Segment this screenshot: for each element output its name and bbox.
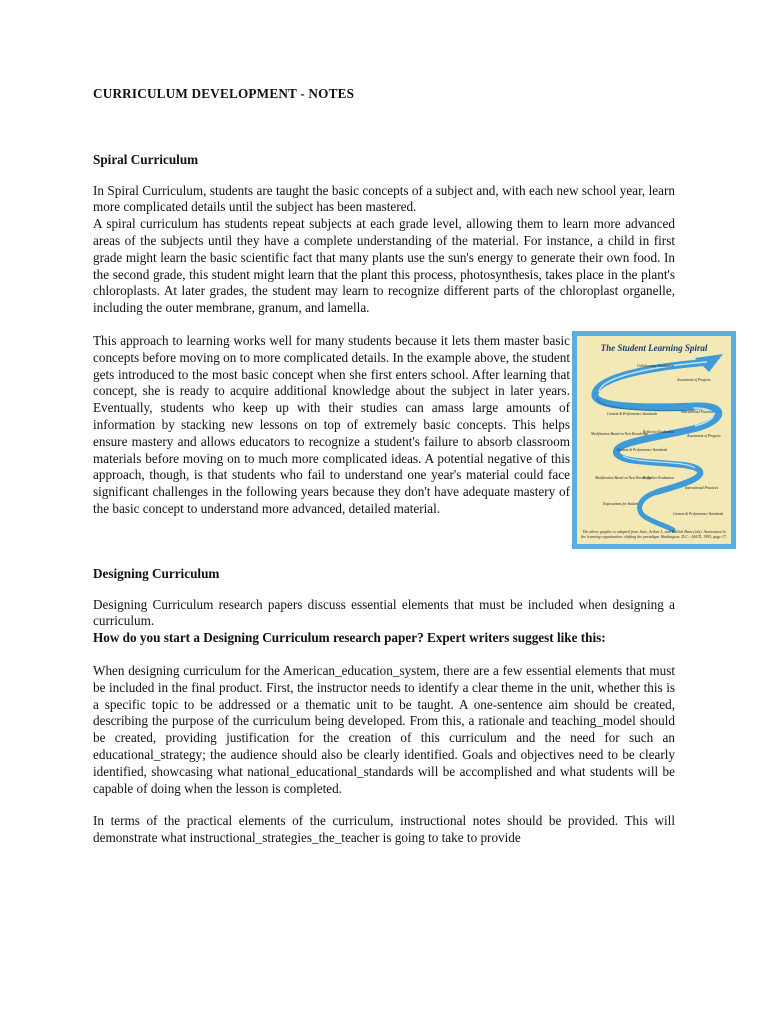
document-content <box>93 86 727 847</box>
paragraph: In terms of the practical elements of the curriculum, instructional notes should be provided. This will demonstrate what instructional_strategies_the_teacher is going to take to provide <box>93 813 675 846</box>
figure-label: Reflective Evaluation <box>643 429 674 434</box>
figure-label: Content & Performance Standards <box>607 411 658 416</box>
paragraph: Designing Curriculum research papers discuss essential elements that must be included when designing a curriculum. <box>93 596 675 629</box>
student-learning-spiral-figure <box>572 331 736 549</box>
figure-label: Instructional Practices <box>681 409 715 414</box>
figure-label: Assessment of Progress <box>677 377 711 382</box>
section-heading-designing-curriculum: Designing Curriculum <box>93 565 220 581</box>
figure-label: Assessment of Progress <box>687 433 721 438</box>
document-title: CURRICULUM DEVELOPMENT - NOTES <box>93 86 355 101</box>
paragraph: When designing curriculum for the American_education_system, there are a few essential elements that must be included in the final product. First, the instructor needs to identify a clear theme in the unit, whether this is a specific topic to be addressed or a thematic unit to be taught. A one-sentence aim should be created, describing the purpose of the curriculum being developed. From this, a rationale and teaching_model should be created, providing justification for the creation of this curriculum and the need for such an educational_strategy; the audience should also be clearly identified. Goals and objectives need to be clearly identified, showcasing what national_educational_standards will be accomplished and what students will be capable of doing when the lesson is completed. <box>93 662 675 796</box>
figure-caption: The above graphic is adapted from Jane, Arthur L. and Kallick Bena (eds). Assessment in the learning organization: shifting the paradigm. Washington, D.C.: ASCD, 1995, page 17. <box>581 528 727 539</box>
spiral-section <box>93 332 727 539</box>
figure-label: Expectations for Student <box>603 501 639 506</box>
figure-label: Reflective Evaluation <box>643 475 674 480</box>
paragraph: This approach to learning works well for many students because it lets them master basic concepts before moving on to more complicated details. In the example above, the student gets introduced to the most basic concept when she first enters school. After learning that concept, she is ready to acquire additional knowledge about the subject in later years. Eventually, students who keep up with their studies can amass large amounts of information by stacking new lessons on top of extremely basic concepts. This helps ensure mastery and allows educators to recognize a student's failure to absorb classroom materials before moving on to much more complicated ideas. A potential negative of this approach, though, is that students who fail to understand one year's material could face significant challenges in the following years because they don't have adequate mastery of the basic concept to understand more advanced, detailed material. <box>93 332 570 516</box>
paragraph: In Spiral Curriculum, students are taught the basic concepts of a subject and, with each new school year, learn more complicated details until the subject has been mastered. <box>93 182 675 215</box>
figure-label: Instructional Practices <box>685 485 719 490</box>
figure-label: Content & Performance Standards <box>673 511 724 516</box>
figure-label: Modification Based on New Knowledge <box>595 475 653 480</box>
paragraph: A spiral curriculum has students repeat subjects at each grade level, allowing them to learn more advanced areas of the subjects until they have a complete understanding of the material. For instance, a child in first grade might learn the basic scientific fact that many plants use the sun's energy to generate their own food. In the second grade, this student might learn that the plant this process, photosynthesis, takes place in the plant's chloroplasts. At later grades, the student may learn to recognize different parts of the chloroplast organelle, including the outer membrane, granum, and lamella. <box>93 216 675 316</box>
figure-label: Modification Based on New Knowledge <box>591 431 649 436</box>
section-heading-spiral-curriculum: Spiral Curriculum <box>93 151 199 167</box>
figure-title: The Student Learning Spiral <box>600 342 708 353</box>
figure-label: Content & Performance Standards <box>617 447 668 452</box>
question-paragraph: How do you start a Designing Curriculum research paper? Expert writers suggest like this: <box>93 630 606 646</box>
figure-label: Collaborative Evaluation <box>637 363 674 368</box>
spiral-ribbon-lower <box>640 492 673 530</box>
figure-panel <box>577 336 731 544</box>
